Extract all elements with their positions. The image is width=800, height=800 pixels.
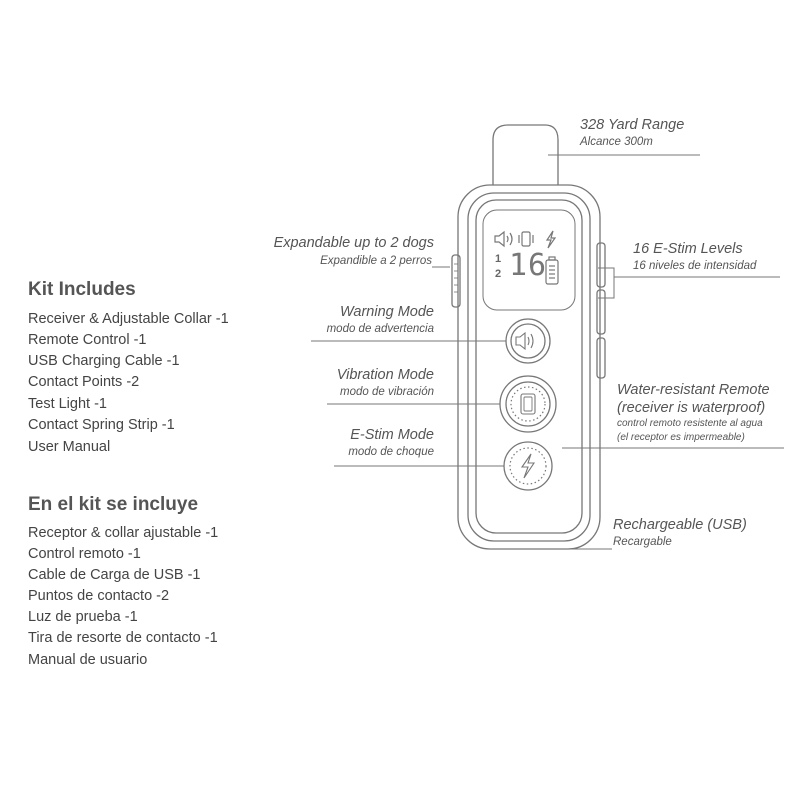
kit-item: User Manual <box>28 439 111 455</box>
rechargeable-sublabel: Recargable <box>613 536 672 548</box>
screen-level: 16 <box>509 248 548 283</box>
estim-button <box>504 442 552 490</box>
side-button-left <box>452 255 460 307</box>
range-sublabel: Alcance 300m <box>580 136 653 148</box>
screen-bolt-icon <box>547 231 555 248</box>
kit-item: Luz de prueba -1 <box>28 609 138 625</box>
kit-includes-title: Kit Includes <box>28 279 136 300</box>
water-label-2: (receiver is waterproof) <box>617 400 766 416</box>
kit-item: Tira de resorte de contacto -1 <box>28 630 218 646</box>
kit-item: Cable de Carga de USB -1 <box>28 567 201 583</box>
expandable-sublabel: Expandible a 2 perros <box>320 255 432 267</box>
kit-item: Test Light -1 <box>28 396 107 412</box>
vibration-button <box>500 376 556 432</box>
screen-vibration-icon <box>519 232 533 246</box>
estim-mode-sublabel: modo de choque <box>348 446 434 458</box>
kit-item: USB Charging Cable -1 <box>28 353 180 369</box>
screen-speaker-icon <box>495 232 512 246</box>
kit-es-title: En el kit se incluye <box>28 494 199 515</box>
remote-bezel <box>468 193 590 541</box>
vibration-sublabel: modo de vibración <box>340 386 434 398</box>
screen-dog2: 2 <box>495 268 502 280</box>
side-button-power <box>597 338 605 378</box>
estim-mode-label: E-Stim Mode <box>350 427 434 443</box>
water-sublabel-2: (el receptor es impermeable) <box>617 432 745 443</box>
range-label: 328 Yard Range <box>580 117 685 133</box>
kit-item: Manual de usuario <box>28 652 148 668</box>
kit-item: Contact Spring Strip -1 <box>28 417 175 433</box>
kit-item: Puntos de contacto -2 <box>28 588 170 604</box>
rechargeable-label: Rechargeable (USB) <box>613 517 747 533</box>
screen-battery-icon <box>546 257 558 284</box>
expandable-label: Expandable up to 2 dogs <box>273 235 434 251</box>
vibration-label: Vibration Mode <box>336 367 434 383</box>
estim-levels-label: 16 E-Stim Levels <box>633 241 743 257</box>
kit-item: Receiver & Adjustable Collar -1 <box>28 311 229 327</box>
remote-body <box>458 185 600 549</box>
warning-sublabel: modo de advertencia <box>326 323 434 335</box>
warning-label: Warning Mode <box>339 304 434 320</box>
kit-item: Contact Points -2 <box>28 374 140 390</box>
side-button-up <box>597 243 605 287</box>
estim-levels-sublabel: 16 niveles de intensidad <box>633 260 757 272</box>
water-label-1: Water-resistant Remote <box>617 382 770 398</box>
kit-item: Control remoto -1 <box>28 546 141 562</box>
water-sublabel-1: control remoto resistente al agua <box>617 418 763 429</box>
kit-item: Remote Control -1 <box>28 332 147 348</box>
screen-dog1: 1 <box>495 253 502 265</box>
side-button-down <box>597 290 605 334</box>
kit-item: Receptor & collar ajustable -1 <box>28 525 219 541</box>
warning-button <box>506 319 550 363</box>
